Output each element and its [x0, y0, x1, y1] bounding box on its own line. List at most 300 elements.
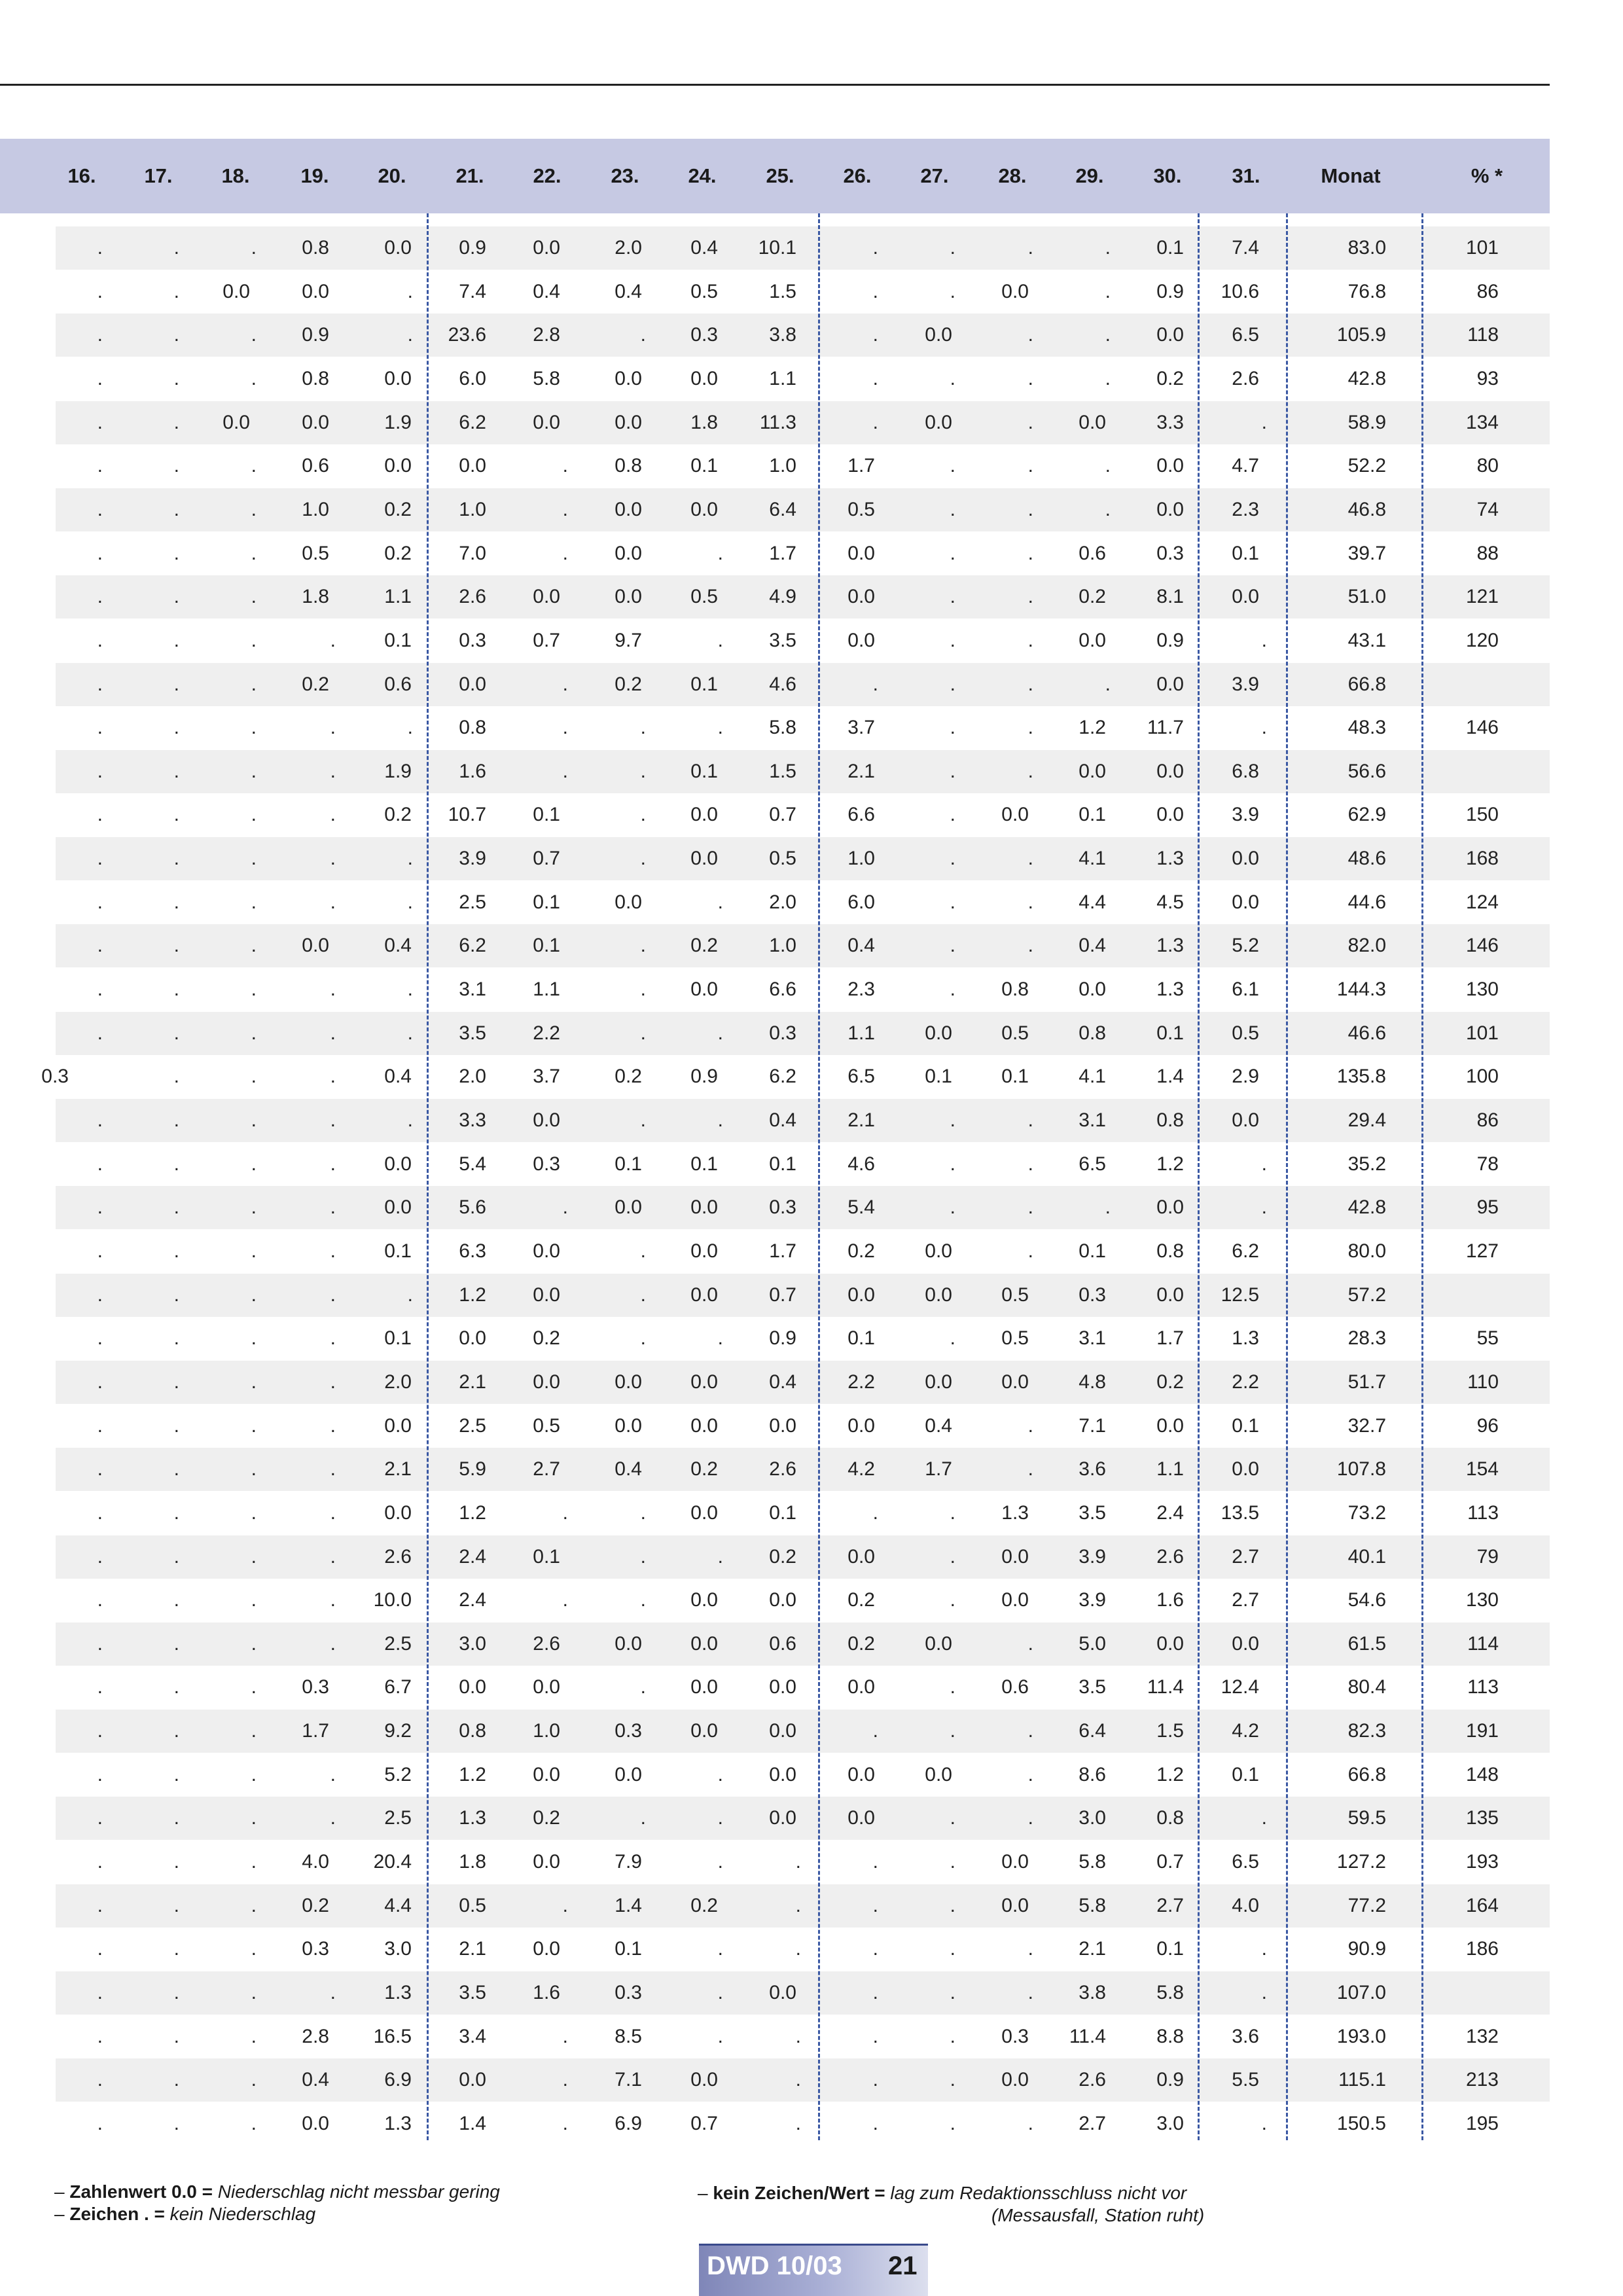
table-cell: . — [330, 1807, 336, 1829]
table-cell: 3.9 — [459, 848, 486, 870]
table-cell: 0.0 — [1232, 891, 1259, 913]
table-cell: . — [173, 673, 179, 695]
table-cell: . — [950, 1153, 955, 1175]
table-cell: . — [173, 891, 179, 913]
table-cell: . — [173, 586, 179, 608]
column-header: 21. — [455, 164, 484, 187]
table-cell: 1.2 — [459, 1763, 486, 1785]
table-cell: 2.6 — [1232, 367, 1259, 389]
table-cell: 0.0 — [1232, 586, 1259, 608]
table-cell: . — [330, 978, 336, 1001]
table-cell: 0.0 — [1001, 2069, 1029, 2091]
table-cell: . — [97, 848, 103, 870]
table-cell: 186 — [1465, 1938, 1499, 1960]
table-cell: 1.3 — [384, 2112, 412, 2134]
table-cell: . — [950, 804, 955, 826]
table-cell: 0.5 — [1232, 1022, 1259, 1044]
table-cell: . — [795, 1851, 801, 1873]
table-cell: 2.6 — [1079, 2069, 1106, 2091]
table-cell: . — [173, 629, 179, 651]
table-cell: . — [950, 280, 955, 302]
table-cell: 0.8 — [302, 237, 329, 259]
table-cell: . — [640, 1676, 646, 1698]
table-cell: 0.0 — [384, 1414, 412, 1437]
table-cell: 2.3 — [1232, 498, 1259, 520]
table-cell: . — [717, 891, 723, 913]
table-cell: . — [251, 1066, 257, 1088]
table-cell: 1.7 — [302, 1720, 329, 1742]
table-cell: 2.8 — [533, 324, 560, 346]
table-cell: . — [407, 891, 413, 913]
table-cell: 0.1 — [384, 1240, 412, 1262]
table-cell: 0.0 — [690, 1371, 718, 1393]
table-cell: 0.0 — [533, 1371, 560, 1393]
table-cell: . — [640, 848, 646, 870]
table-cell: 0.0 — [690, 1632, 718, 1655]
table-cell: 0.7 — [769, 804, 796, 826]
table-cell: . — [1027, 498, 1033, 520]
table-cell: . — [97, 1371, 103, 1393]
table-cell: 3.3 — [459, 1109, 486, 1131]
table-cell: . — [330, 1371, 336, 1393]
table-cell: 0.4 — [925, 1414, 952, 1437]
table-cell: . — [97, 673, 103, 695]
table-cell: 0.3 — [533, 1153, 560, 1175]
table-cell: 0.5 — [533, 1414, 560, 1437]
table-cell: 5.8 — [1156, 1982, 1184, 2003]
table-cell: 62.9 — [1347, 804, 1386, 826]
table-cell: . — [1027, 1807, 1033, 1829]
table-cell: . — [97, 1153, 103, 1175]
table-cell: . — [173, 1545, 179, 1568]
table-cell: 5.4 — [847, 1196, 875, 1219]
table-cell: 0.5 — [1001, 1022, 1029, 1044]
table-cell: . — [97, 1022, 103, 1044]
table-cell: 0.0 — [615, 498, 642, 520]
table-cell: . — [872, 411, 878, 433]
table-cell: . — [173, 848, 179, 870]
table-cell: 0.3 — [690, 324, 718, 346]
table-cell: 8.1 — [1156, 586, 1184, 608]
table-cell: 135.8 — [1336, 1066, 1386, 1088]
table-cell: 6.8 — [1232, 760, 1259, 782]
table-cell: 2.6 — [769, 1458, 796, 1480]
table-cell: . — [1105, 324, 1111, 346]
table-cell: 1.1 — [769, 367, 796, 389]
table-cell: . — [173, 1196, 179, 1219]
table-cell: 1.2 — [1156, 1153, 1184, 1175]
table-cell: 0.0 — [1156, 1283, 1184, 1306]
table-cell: 6.5 — [1232, 1851, 1259, 1873]
table-cell: . — [330, 1153, 336, 1175]
table-cell: 0.3 — [302, 1676, 329, 1698]
table-cell: . — [950, 237, 955, 259]
table-cell: 113 — [1467, 1501, 1499, 1524]
table-cell: 0.0 — [1156, 324, 1184, 346]
table-cell: 10.7 — [448, 804, 486, 826]
table-cell: 0.0 — [1079, 978, 1106, 1001]
table-cell: 2.1 — [1079, 1938, 1106, 1960]
table-cell: . — [251, 1458, 257, 1480]
table-cell: 1.3 — [1156, 848, 1184, 870]
table-cell: . — [251, 935, 257, 957]
table-cell: 1.5 — [769, 760, 796, 782]
table-cell: 83.0 — [1347, 237, 1386, 259]
table-cell: 1.9 — [384, 411, 412, 433]
table-cell: . — [1027, 455, 1033, 477]
table-cell: . — [173, 1283, 179, 1306]
table-cell: . — [97, 1458, 103, 1480]
table-cell: 0.0 — [690, 1501, 718, 1524]
table-cell: . — [717, 1807, 723, 1829]
table-cell: . — [97, 935, 103, 957]
table-cell: 2.7 — [1232, 1589, 1259, 1611]
table-cell: 0.4 — [302, 2069, 329, 2091]
table-cell: . — [717, 542, 723, 564]
table-cell: . — [173, 1632, 179, 1655]
table-cell: 0.2 — [847, 1632, 875, 1655]
table-cell: 51.7 — [1347, 1371, 1386, 1393]
table-cell: 86 — [1476, 280, 1499, 302]
table-cell: 0.1 — [615, 1153, 642, 1175]
table-cell: 6.0 — [459, 367, 486, 389]
table-cell: . — [1027, 324, 1033, 346]
table-cell: . — [97, 1676, 103, 1698]
table-cell: 2.2 — [1232, 1371, 1259, 1393]
table-cell: 5.8 — [533, 367, 560, 389]
table-cell: 124 — [1465, 891, 1499, 913]
table-cell: 0.0 — [533, 1938, 560, 1960]
table-cell: . — [1027, 586, 1033, 608]
table-cell: . — [1027, 2112, 1033, 2134]
table-cell: 2.7 — [1156, 1894, 1184, 1916]
table-cell: . — [173, 1240, 179, 1262]
table-cell: . — [562, 498, 568, 520]
table-cell: 4.6 — [847, 1153, 875, 1175]
table-cell: . — [1261, 1982, 1267, 2003]
table-cell: 107.0 — [1336, 1982, 1386, 2003]
table-cell: 0.3 — [302, 1938, 329, 1960]
table-cell: 2.4 — [1156, 1501, 1184, 1524]
table-cell: 2.2 — [847, 1371, 875, 1393]
table-cell: . — [330, 1283, 336, 1306]
table-cell: 0.0 — [384, 1501, 412, 1524]
table-cell: 121 — [1465, 586, 1499, 608]
table-cell: . — [173, 1763, 179, 1785]
table-cell: 2.2 — [533, 1022, 560, 1044]
table-cell: . — [97, 1196, 103, 1219]
table-cell: . — [640, 935, 646, 957]
table-cell: . — [251, 1894, 257, 1916]
table-cell: 0.1 — [690, 760, 718, 782]
table-cell: 4.8 — [1079, 1371, 1106, 1393]
table-cell: 4.2 — [1232, 1720, 1259, 1742]
table-cell: . — [872, 1501, 878, 1524]
table-cell: 10.6 — [1221, 280, 1259, 302]
table-cell: . — [640, 1240, 646, 1262]
table-cell: 120 — [1465, 629, 1499, 651]
table-cell: 3.8 — [1079, 1982, 1106, 2003]
table-cell: 0.7 — [533, 848, 560, 870]
table-cell: 78 — [1476, 1153, 1499, 1175]
table-cell: . — [173, 411, 179, 433]
column-separator — [1286, 213, 1288, 2140]
table-cell: . — [251, 1632, 257, 1655]
table-cell: 6.4 — [1079, 1720, 1106, 1742]
table-cell: 0.1 — [1156, 237, 1184, 259]
table-cell: 0.3 — [769, 1196, 796, 1219]
table-cell: . — [251, 1327, 257, 1350]
table-cell: 0.2 — [533, 1807, 560, 1829]
table-cell: . — [640, 760, 646, 782]
table-cell: 1.2 — [459, 1283, 486, 1306]
table-cell: 6.9 — [384, 2069, 412, 2091]
table-cell: 39.7 — [1347, 542, 1386, 564]
table-cell: 0.1 — [690, 673, 718, 695]
table-cell: 43.1 — [1347, 629, 1386, 651]
table-cell: 0.5 — [847, 498, 875, 520]
table-cell: 0.0 — [1001, 1894, 1029, 1916]
table-cell: . — [1027, 1153, 1033, 1175]
table-cell: 0.4 — [1079, 935, 1106, 957]
table-cell: 0.0 — [690, 1196, 718, 1219]
table-cell: 0.1 — [1232, 542, 1259, 564]
table-cell: 0.4 — [384, 935, 412, 957]
table-cell: 0.3 — [1156, 542, 1184, 564]
table-cell: 0.8 — [302, 367, 329, 389]
table-cell: 0.0 — [1001, 804, 1029, 826]
table-cell: 3.8 — [769, 324, 796, 346]
table-cell: 3.5 — [1079, 1501, 1106, 1524]
table-cell: 7.4 — [459, 280, 486, 302]
table-cell: 0.0 — [847, 1807, 875, 1829]
table-cell: . — [562, 1894, 568, 1916]
table-cell: . — [1261, 717, 1267, 739]
table-cell: 0.1 — [1232, 1763, 1259, 1785]
table-cell: 5.5 — [1232, 2069, 1259, 2091]
table-cell: 134 — [1465, 411, 1499, 433]
table-cell: 1.3 — [1156, 935, 1184, 957]
table-cell: . — [330, 1109, 336, 1131]
table-cell: 3.4 — [459, 2025, 486, 2047]
table-cell: . — [950, 891, 955, 913]
table-cell: 0.0 — [615, 411, 642, 433]
table-cell: 6.7 — [384, 1676, 412, 1698]
table-cell: 0.2 — [302, 673, 329, 695]
table-cell: . — [251, 1720, 257, 1742]
table-cell: 1.3 — [1156, 978, 1184, 1001]
table-cell: 0.2 — [1156, 1371, 1184, 1393]
table-cell: 2.0 — [615, 237, 642, 259]
table-cell: 1.0 — [847, 848, 875, 870]
table-cell: . — [173, 498, 179, 520]
table-cell: 127 — [1465, 1240, 1499, 1262]
table-cell: 93 — [1476, 367, 1499, 389]
table-cell: 0.2 — [615, 673, 642, 695]
table-cell: . — [251, 717, 257, 739]
table-cell: . — [251, 891, 257, 913]
table-cell: . — [950, 586, 955, 608]
column-header: 19. — [300, 164, 329, 187]
table-cell: . — [251, 1851, 257, 1873]
table-cell: . — [1027, 1109, 1033, 1131]
table-cell: 0.0 — [847, 1545, 875, 1568]
table-cell: . — [950, 542, 955, 564]
column-header: 30. — [1153, 164, 1182, 187]
table-cell: 82.3 — [1347, 1720, 1386, 1742]
table-cell: . — [97, 1632, 103, 1655]
table-cell: . — [97, 411, 103, 433]
table-cell: . — [562, 2069, 568, 2091]
table-cell: 29.4 — [1347, 1109, 1386, 1131]
table-cell: . — [562, 1501, 568, 1524]
table-cell: . — [251, 1938, 257, 1960]
table-cell: . — [251, 1545, 257, 1568]
table-cell: . — [717, 629, 723, 651]
table-cell: 5.8 — [769, 717, 796, 739]
table-cell: . — [97, 1545, 103, 1568]
table-cell: 0.3 — [615, 1982, 642, 2003]
table-cell: 2.6 — [1156, 1545, 1184, 1568]
table-cell: . — [251, 978, 257, 1001]
table-cell: 9.2 — [384, 1720, 412, 1742]
table-cell: 0.8 — [1156, 1240, 1184, 1262]
table-cell: 2.7 — [1079, 2112, 1106, 2134]
table-cell: . — [173, 280, 179, 302]
footer-brand: DWD 10/03 — [707, 2251, 842, 2280]
table-cell: 0.0 — [690, 1240, 718, 1262]
table-cell: . — [872, 2025, 878, 2047]
table-cell: 3.6 — [1232, 2025, 1259, 2047]
table-cell: . — [97, 586, 103, 608]
table-cell: 113 — [1467, 1676, 1499, 1698]
table-cell: 20.4 — [373, 1851, 412, 1873]
table-cell: . — [1027, 1458, 1033, 1480]
table-cell: 2.5 — [459, 1414, 486, 1437]
table-cell: 3.3 — [1156, 411, 1184, 433]
table-cell: . — [717, 2025, 723, 2047]
table-cell: 6.1 — [1232, 978, 1259, 1001]
table-cell: . — [330, 1458, 336, 1480]
table-cell: 3.0 — [384, 1938, 412, 1960]
table-cell: 0.0 — [533, 1109, 560, 1131]
table-cell: . — [872, 280, 878, 302]
table-cell: 1.1 — [1156, 1458, 1184, 1480]
column-header: 31. — [1232, 164, 1260, 187]
table-cell: 0.0 — [690, 367, 718, 389]
table-cell: 7.4 — [1232, 237, 1259, 259]
table-cell: 0.6 — [769, 1632, 796, 1655]
table-cell: . — [950, 1327, 955, 1350]
table-cell: . — [562, 1196, 568, 1219]
table-cell: . — [640, 1283, 646, 1306]
table-cell: 1.7 — [769, 542, 796, 564]
table-cell: . — [562, 455, 568, 477]
table-cell: 0.0 — [925, 1632, 952, 1655]
table-cell: 0.0 — [533, 237, 560, 259]
table-cell: 1.8 — [690, 411, 718, 433]
table-cell: 5.2 — [1232, 935, 1259, 957]
table-cell: . — [640, 978, 646, 1001]
table-cell: . — [717, 717, 723, 739]
table-cell: . — [950, 1589, 955, 1611]
column-header: Monat — [1321, 164, 1381, 187]
table-cell: . — [173, 455, 179, 477]
table-cell: 0.0 — [925, 1371, 952, 1393]
table-cell: 0.0 — [1232, 1458, 1259, 1480]
table-cell: 2.0 — [459, 1066, 486, 1088]
table-cell: . — [97, 1589, 103, 1611]
table-cell: 7.0 — [459, 542, 486, 564]
table-cell: 0.0 — [925, 411, 952, 433]
column-header: 24. — [688, 164, 717, 187]
table-cell: . — [1261, 629, 1267, 651]
table-cell: 154 — [1465, 1458, 1499, 1480]
table-cell: . — [173, 1938, 179, 1960]
table-cell: 107.8 — [1336, 1458, 1386, 1480]
table-cell: 1.8 — [302, 586, 329, 608]
table-cell: 0.0 — [302, 411, 329, 433]
table-cell: 0.9 — [302, 324, 329, 346]
table-cell: . — [251, 673, 257, 695]
table-cell: . — [950, 760, 955, 782]
table-cell: 0.0 — [847, 542, 875, 564]
table-cell: 0.8 — [1079, 1022, 1106, 1044]
table-cell: 0.0 — [1001, 1851, 1029, 1873]
table-cell: . — [950, 2025, 955, 2047]
table-cell: 0.0 — [690, 1283, 718, 1306]
table-cell: 2.5 — [384, 1632, 412, 1655]
table-cell: 46.8 — [1347, 498, 1386, 520]
table-cell: 0.0 — [384, 455, 412, 477]
table-cell: 146 — [1465, 935, 1499, 957]
table-cell: 0.0 — [925, 324, 952, 346]
table-cell: 0.0 — [615, 1414, 642, 1437]
table-cell: 0.0 — [615, 542, 642, 564]
table-cell: 2.6 — [533, 1632, 560, 1655]
table-cell: 0.0 — [459, 2069, 486, 2091]
table-cell: . — [1261, 411, 1267, 433]
table-cell: 0.1 — [533, 935, 560, 957]
table-cell: 51.0 — [1347, 586, 1386, 608]
table-cell: 0.0 — [847, 1283, 875, 1306]
table-cell: . — [97, 455, 103, 477]
table-cell: 0.0 — [1232, 848, 1259, 870]
table-cell: . — [97, 1327, 103, 1350]
table-cell: 0.0 — [533, 1283, 560, 1306]
table-cell: 1.2 — [1156, 1763, 1184, 1785]
table-cell: 0.0 — [223, 280, 250, 302]
table-cell: . — [173, 1109, 179, 1131]
table-cell: 0.0 — [925, 1763, 952, 1785]
table-cell: . — [1027, 411, 1033, 433]
table-cell: 1.6 — [533, 1982, 560, 2003]
table-cell: 88 — [1476, 542, 1499, 564]
table-cell: 114 — [1467, 1632, 1499, 1655]
table-cell: 0.2 — [690, 935, 718, 957]
table-cell: . — [950, 2069, 955, 2091]
table-cell: . — [640, 1807, 646, 1829]
table-cell: 0.0 — [384, 1196, 412, 1219]
table-cell: 0.8 — [1156, 1109, 1184, 1131]
table-cell: 0.6 — [1001, 1676, 1029, 1698]
table-cell: 3.9 — [1079, 1589, 1106, 1611]
table-cell: 0.0 — [1001, 1589, 1029, 1611]
table-cell: 0.2 — [690, 1894, 718, 1916]
table-cell: 1.0 — [769, 935, 796, 957]
table-cell: 0.0 — [1001, 280, 1029, 302]
table-cell: . — [950, 1545, 955, 1568]
